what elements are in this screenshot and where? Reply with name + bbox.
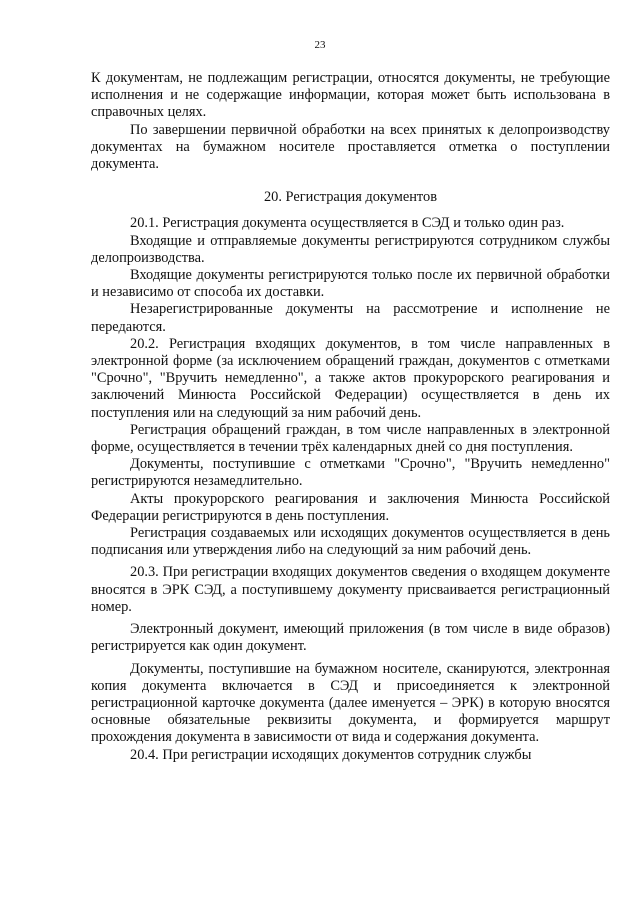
paragraph-20-3: 20.3. При регистрации входящих документов сведения о входящем документе вносятся в ЭРК СЭД, а поступившему документу присваивается регистрационный номер. bbox=[91, 564, 610, 615]
page-number: 23 bbox=[314, 39, 326, 51]
paragraph-unregistered-documents: К документам, не подлежащим регистрации, относятся документы, не требующие исполнения и не содержащие информации, которая может быть использована в справочных целях. bbox=[91, 70, 610, 121]
paragraph-unregistered-not-passed: Незарегистрированные документы на рассмотрение и исполнение не передаются. bbox=[91, 301, 610, 335]
paragraph-urgent-documents: Документы, поступившие с отметками "Срочно", "Вручить немедленно" регистрируются незамедлительно. bbox=[91, 456, 610, 490]
paragraph-incoming-registration: Входящие документы регистрируются только после их первичной обработки и независимо от способа их доставки. bbox=[91, 267, 610, 301]
paragraph-20-1: 20.1. Регистрация документа осуществляется в СЭД и только один раз. bbox=[130, 215, 565, 232]
section-heading: 20. Регистрация документов bbox=[263, 189, 438, 206]
paragraph-registration-staff: Входящие и отправляемые документы регистрируются сотрудником службы делопроизводства. bbox=[91, 232, 610, 266]
paragraph-20-2: 20.2. Регистрация входящих документов, в том числе направленных в электронной форме (за исключением обращений граждан, документов с отметками "Срочно", "Вручить немедленно", а также актов прокурорского реагирования и заключений Минюста Российской Федерации) осуществляется в день их поступления или на следующий за ним рабочий день. bbox=[91, 335, 610, 421]
paragraph-outgoing-registration: Регистрация создаваемых или исходящих документов осуществляется в день подписания или утверждения либо на следующий за ним рабочий день. bbox=[91, 525, 610, 559]
document-body bbox=[91, 70, 610, 764]
paragraph-prosecutor-acts: Акты прокурорского реагирования и заключения Минюста Российской Федерации регистрируются в день поступления. bbox=[91, 490, 610, 524]
paragraph-20-4: 20.4. При регистрации исходящих документов сотрудник службы bbox=[130, 746, 532, 763]
paragraph-paper-scanning: Документы, поступившие на бумажном носителе, сканируются, электронная копия документа включается в СЭД и присоединяется к электронной регистрационной карточке документа (далее именуется – ЭРК) в которую вносятся основные обязательные реквизиты документа, и формируется маршрут прохождения документа в зависимости от вида и содержания документа. bbox=[91, 660, 610, 746]
paragraph-electronic-attachments: Электронный документ, имеющий приложения (в том числе в виде образов) регистрируется как один документ. bbox=[91, 621, 610, 655]
paragraph-citizen-appeals: Регистрация обращений граждан, в том числе направленных в электронной форме, осуществляется в течении трёх календарных дней со дня поступления. bbox=[91, 421, 610, 456]
paragraph-receipt-mark: По завершении первичной обработки на всех принятых к делопроизводству документах на бумажном носителе проставляется отметка о поступлении документа. bbox=[91, 121, 610, 173]
